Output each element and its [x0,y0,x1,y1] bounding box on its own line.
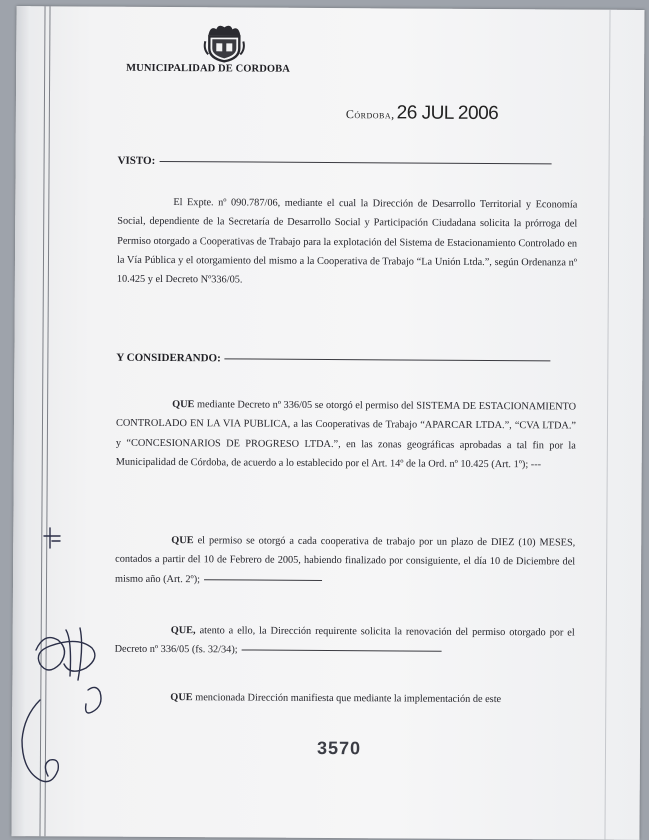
considerando-paragraph-4: QUE mencionada Dirección manifiesta que mediante la implementación de este [170,692,502,706]
dash-line [242,650,442,652]
dash-line [204,579,322,581]
considerando-heading: Y CONSIDERANDO: [116,352,550,367]
page-number: 3570 [316,737,362,759]
dash-line [159,161,551,164]
date-place: Córdoba, [345,107,395,122]
margin-rule-left-inner [44,6,50,836]
municipal-coat-of-arms-icon [202,21,246,63]
considerando-paragraph-1: QUE mediante Decreto nº 336/05 se otorgó el permiso del SISTEMA DE ESTACIONAMIENTO CONTROLADO EN LA VIA PUBLICA, a las Cooperativas de Trabajo “APARCAR LTDA.”, “CVA LTDA.” y “CONCESIONARIOS DE PROGRESO LTDA.”, en las zonas geográficas aprobadas a tal fin por la Municipalidad de Córdoba, de acuerdo a lo establecido por el Art. 14º de la Ord. nº 10.425 (Art. 1º); --- [115,399,577,471]
visto-heading: VISTO: [118,155,552,170]
considerando-paragraph-2: QUE el permiso se otorgó a cada cooperativa de trabajo por un plazo de DIEZ (10) MESES, contados a partir del 10 de Febrero de 2005, habiendo finalizado por consiguiente, el día 10 de Diciembre del mismo año (Art. 2º); [115,535,576,585]
considerando-paragraph-3: QUE, atento a ello, la Dirección requirente solicita la renovación del permiso otorgado por el Decreto nº 336/05 (fs. 32/34); [114,625,575,656]
document-date [346,102,498,125]
visto-paragraph: El Expte. nº 090.787/06, mediante el cual la Dirección de Desarrollo Territorial y Economía Social, dependiente de la Secretaría de Desarrollo Social y Participación Ciudadana solicita la prórroga del Permiso otorgado a Cooperativas de Trabajo para la explotación del Sistema de Estacionamiento Controlado en la Vía Pública y el otorgamiento del mismo a la Cooperativa de Trabajo “La Unión Ltda.”, según Ordenanza nº 10.425 y el Decreto Nº336/05. [116,197,578,286]
margin-rule-right [604,10,610,840]
document-page [11,6,644,840]
date-value: 26 JUL 2006 [396,102,499,125]
dash-line [225,358,551,361]
page-binding-edge [11,6,30,836]
header-title: MUNICIPALIDAD DE CORDOBA [126,62,290,75]
